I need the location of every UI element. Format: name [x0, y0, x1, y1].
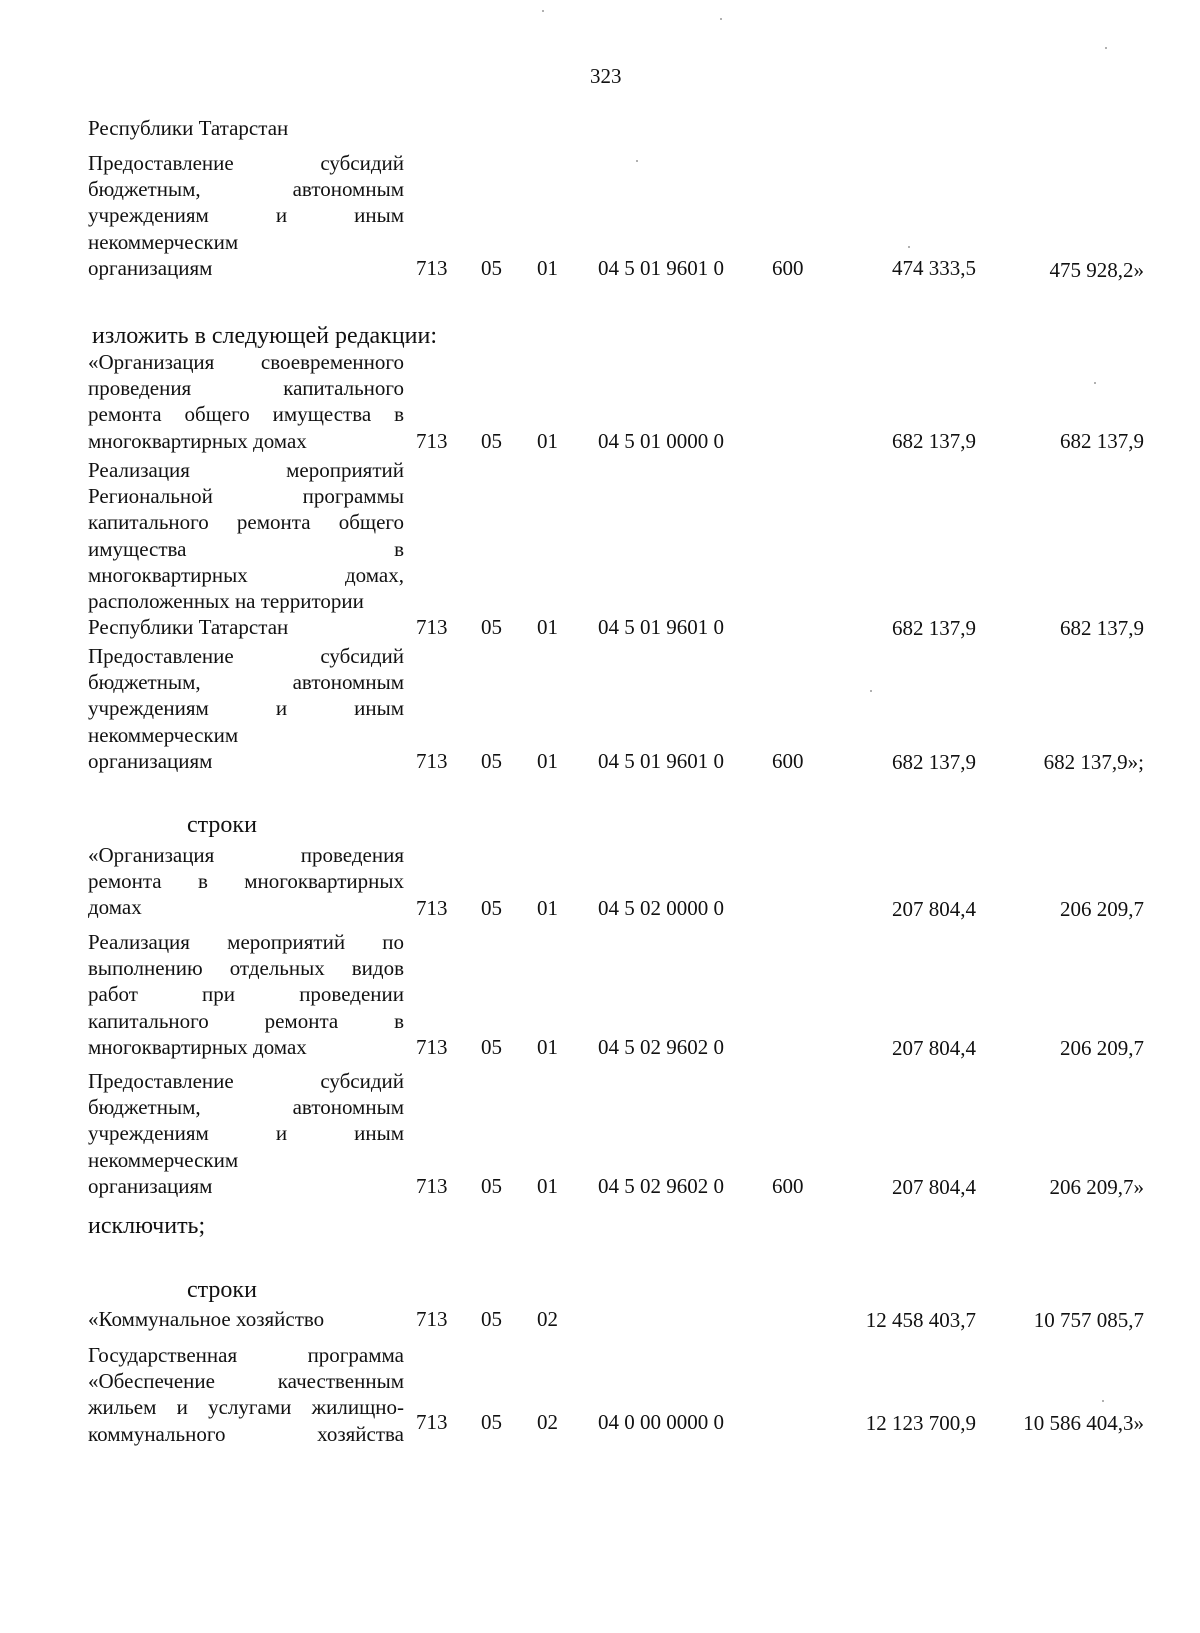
scan-speck	[636, 160, 638, 162]
desc-line: имущества в	[88, 536, 404, 561]
amount-year-2: 10 757 085,7	[1033, 1308, 1144, 1332]
amount-year-2: 206 209,7»	[1049, 1175, 1144, 1199]
desc-line: коммунального хозяйства	[88, 1421, 404, 1446]
code-target-article: 04 5 01 9601 0	[598, 749, 724, 773]
desc-line: Предоставление субсидий	[88, 644, 404, 668]
amount-year-2: 682 137,9»;	[1043, 750, 1144, 774]
scan-speck	[720, 18, 722, 20]
code-ministry: 713	[416, 1174, 448, 1198]
desc-line: ремонта в многоквартирных	[88, 869, 404, 894]
instruction-text: исключить;	[88, 1213, 206, 1239]
scan-speck	[1105, 47, 1107, 49]
amount-year-1: 682 137,9	[892, 750, 976, 774]
desc-line: Предоставление субсидий	[88, 1069, 404, 1093]
desc-line: организациям	[88, 1173, 213, 1198]
code-ministry: 713	[416, 1307, 448, 1331]
desc-line: работ при проведении	[88, 982, 404, 1007]
scan-speck	[1102, 1400, 1104, 1402]
code-section: 05	[481, 749, 502, 773]
amount-year-1: 207 804,4	[892, 1036, 976, 1060]
code-subsection: 02	[537, 1410, 558, 1434]
desc-line: «Организация своевременного	[88, 350, 404, 374]
amount-year-2: 206 209,7	[1060, 1036, 1144, 1060]
amount-year-1: 682 137,9	[892, 429, 976, 453]
code-ministry: 713	[416, 1035, 448, 1059]
amount-year-1: 682 137,9	[892, 616, 976, 640]
scan-speck	[542, 10, 544, 12]
code-ministry: 713	[416, 749, 448, 773]
code-ministry: 713	[416, 1410, 448, 1434]
top-fragment-text: Республики Татарстан	[88, 116, 289, 140]
scan-speck	[908, 246, 910, 248]
desc-line: выполнению отдельных видов	[88, 956, 404, 981]
desc-line: учреждениям и иным	[88, 1121, 404, 1146]
amount-year-1: 12 458 403,7	[865, 1308, 976, 1332]
desc-line: бюджетным, автономным	[88, 670, 404, 695]
row-description	[88, 1306, 404, 1332]
desc-line: «Организация проведения	[88, 843, 404, 867]
code-target-article: 04 5 02 0000 0	[598, 896, 724, 920]
desc-line: некоммерческим	[88, 1147, 239, 1172]
desc-line: «Коммунальное хозяйство	[88, 1307, 325, 1331]
code-section: 05	[481, 1035, 502, 1059]
desc-line: многоквартирных домах,	[88, 562, 404, 587]
amount-year-1: 12 123 700,9	[865, 1411, 976, 1435]
row-description	[88, 1068, 404, 1199]
row-description	[88, 150, 404, 281]
code-ministry: 713	[416, 615, 448, 639]
amount-year-1: 207 804,4	[892, 897, 976, 921]
code-expense-type: 600	[772, 256, 804, 280]
row-description	[88, 1342, 404, 1447]
scan-speck	[870, 690, 872, 692]
desc-line: учреждениям и иным	[88, 696, 404, 721]
amount-year-2: 475 928,2»	[1049, 258, 1144, 282]
code-section: 05	[481, 256, 502, 280]
desc-line: некоммерческим	[88, 229, 239, 254]
desc-line: Реализация мероприятий по	[88, 930, 404, 954]
desc-line: домах	[88, 895, 142, 920]
code-target-article: 04 5 01 0000 0	[598, 429, 724, 453]
desc-line: многоквартирных домах	[88, 428, 307, 453]
code-expense-type: 600	[772, 749, 804, 773]
page-number: 323	[590, 64, 622, 88]
row-description	[88, 929, 404, 1060]
code-section: 05	[481, 615, 502, 639]
amount-year-2: 10 586 404,3»	[1023, 1411, 1144, 1435]
code-ministry: 713	[416, 429, 448, 453]
amount-year-2: 682 137,9	[1060, 616, 1144, 640]
code-section: 05	[481, 1174, 502, 1198]
desc-line: бюджетным, автономным	[88, 177, 404, 202]
desc-line: проведения капитального	[88, 376, 404, 401]
desc-line: организациям	[88, 748, 213, 773]
section-heading: строки	[187, 812, 257, 838]
code-target-article: 04 5 02 9602 0	[598, 1035, 724, 1059]
amount-year-2: 206 209,7	[1060, 897, 1144, 921]
code-ministry: 713	[416, 256, 448, 280]
code-section: 05	[481, 1307, 502, 1331]
code-subsection: 01	[537, 615, 558, 639]
desc-line: Реализация мероприятий	[88, 458, 404, 482]
amount-year-2: 682 137,9	[1060, 429, 1144, 453]
row-description	[88, 643, 404, 774]
desc-line: Государственная программа	[88, 1343, 404, 1367]
code-target-article: 04 0 00 0000 0	[598, 1410, 724, 1434]
row-description	[88, 457, 404, 640]
code-target-article: 04 5 02 9602 0	[598, 1174, 724, 1198]
desc-line: Республики Татарстан	[88, 615, 289, 640]
desc-line: бюджетным, автономным	[88, 1095, 404, 1120]
code-section: 05	[481, 896, 502, 920]
desc-line: жильем и услугами жилищно-	[88, 1395, 404, 1420]
scan-speck	[1094, 382, 1096, 384]
code-subsection: 01	[537, 429, 558, 453]
desc-line: Предоставление субсидий	[88, 151, 404, 175]
desc-line: ремонта общего имущества в	[88, 402, 404, 427]
code-expense-type: 600	[772, 1174, 804, 1198]
code-subsection: 02	[537, 1307, 558, 1331]
desc-line: расположенных на территории	[88, 588, 364, 613]
code-ministry: 713	[416, 896, 448, 920]
desc-line: Региональной программы	[88, 484, 404, 509]
desc-line: некоммерческим	[88, 722, 239, 747]
row-description	[88, 349, 404, 454]
code-section: 05	[481, 429, 502, 453]
desc-line: капитального ремонта в	[88, 1008, 404, 1033]
instruction-text: изложить в следующей редакции:	[92, 323, 438, 349]
amount-year-1: 207 804,4	[892, 1175, 976, 1199]
desc-line: многоквартирных домах	[88, 1034, 307, 1059]
amount-year-1: 474 333,5	[892, 256, 976, 280]
code-subsection: 01	[537, 1035, 558, 1059]
desc-line: «Обеспечение качественным	[88, 1369, 404, 1394]
code-subsection: 01	[537, 1174, 558, 1198]
desc-line: учреждениям и иным	[88, 203, 404, 228]
desc-line: капитального ремонта общего	[88, 510, 404, 535]
code-target-article: 04 5 01 9601 0	[598, 256, 724, 280]
section-heading: строки	[187, 1277, 257, 1303]
code-subsection: 01	[537, 749, 558, 773]
code-section: 05	[481, 1410, 502, 1434]
row-description	[88, 842, 404, 921]
code-subsection: 01	[537, 256, 558, 280]
desc-line: организациям	[88, 255, 213, 280]
code-target-article: 04 5 01 9601 0	[598, 615, 724, 639]
code-subsection: 01	[537, 896, 558, 920]
